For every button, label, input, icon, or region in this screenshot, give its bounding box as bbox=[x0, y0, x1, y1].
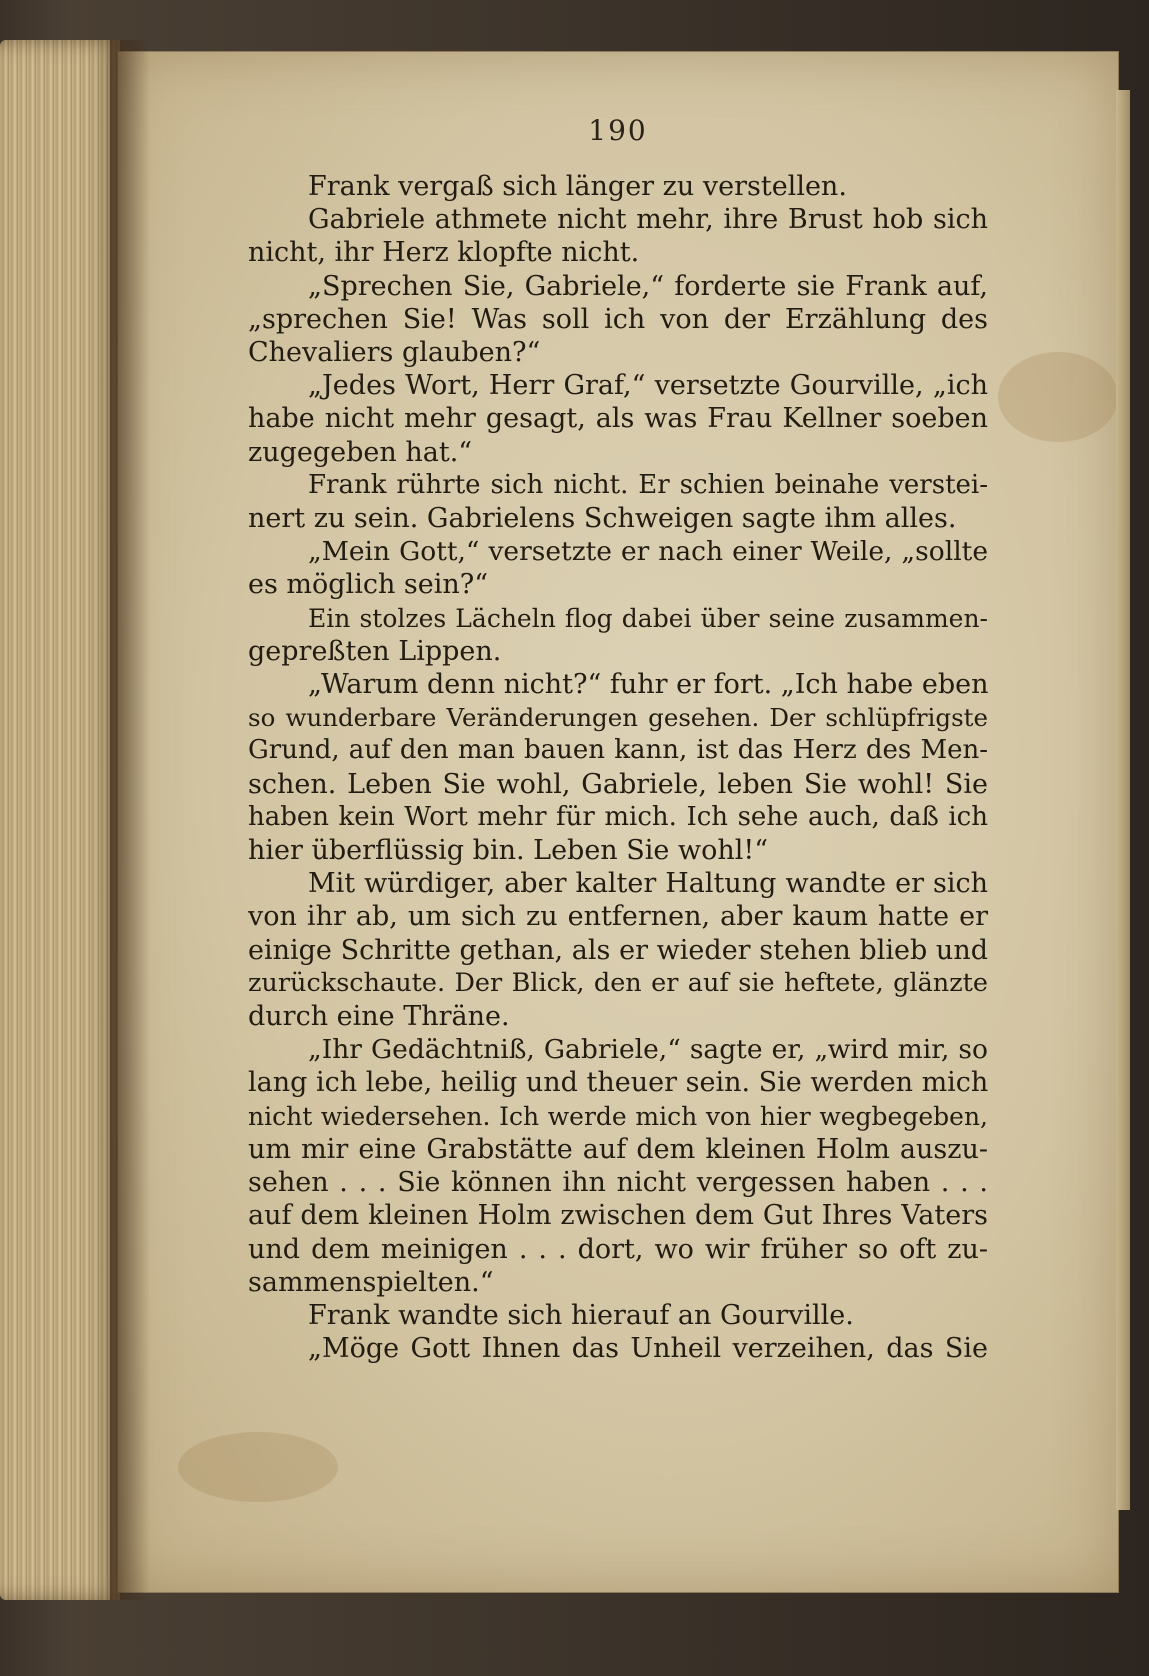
text-line: gepreßten Lippen. bbox=[248, 635, 502, 667]
text-line: „sprechen Sie! Was soll ich von der Erzählung des bbox=[248, 303, 988, 335]
text-line: Frank vergaß sich länger zu verstellen. bbox=[308, 171, 847, 202]
text-line: es möglich sein?“ bbox=[248, 569, 489, 601]
paper-stain bbox=[178, 1432, 338, 1502]
text-line: „Sprechen Sie, Gabriele,“ forderte sie Frank auf, bbox=[308, 270, 988, 302]
text-line: und dem meinigen . . . dort, wo wir früher so oft zu- bbox=[248, 1233, 988, 1265]
text-line: einige Schritte gethan, als er wieder stehen blieb und bbox=[248, 934, 988, 966]
text-line: um mir eine Grabstätte auf dem kleinen Holm auszu- bbox=[248, 1133, 988, 1165]
text-line: lang ich lebe, heilig und theuer sein. Sie werden mich bbox=[248, 1067, 989, 1099]
text-line: zurückschaute. Der Blick, den er auf sie heftete, glänzte bbox=[248, 967, 988, 998]
text-line: Frank wandte sich hierauf an Gourville. bbox=[308, 1299, 854, 1331]
page-stack-edge bbox=[0, 40, 120, 1600]
text-line: zugegeben hat.“ bbox=[248, 436, 473, 468]
text-line: sammenspielten.“ bbox=[248, 1266, 494, 1298]
text-line: durch eine Thräne. bbox=[248, 1001, 510, 1033]
text-line: nert zu sein. Gabrielens Schweigen sagte ihm alles. bbox=[248, 503, 957, 535]
gutter-shadow bbox=[110, 40, 150, 1600]
text-line: von ihr ab, um sich zu entfernen, aber kaum hatte er bbox=[248, 901, 988, 933]
paper-stain bbox=[998, 352, 1118, 442]
text-line: habe nicht mehr gesagt, als was Frau Kellner soeben bbox=[248, 403, 988, 435]
text-line: Grund, auf den man bauen kann, ist das Herz des Men- bbox=[248, 735, 988, 766]
text-line: Chevaliers glauben?“ bbox=[248, 337, 541, 369]
text-line: haben kein Wort mehr für mich. Ich sehe auch, daß ich bbox=[248, 801, 988, 832]
page-text bbox=[248, 170, 988, 1365]
text-line: „Jedes Wort, Herr Graf,“ versetzte Gourville, „ich bbox=[308, 370, 988, 402]
text-line: schen. Leben Sie wohl, Gabriele, leben Sie wohl! Sie bbox=[248, 768, 988, 800]
page-edge-right bbox=[1116, 90, 1130, 1510]
text-line: Mit würdiger, aber kalter Haltung wandte er sich bbox=[308, 868, 988, 900]
text-line: Ein stolzes Lächeln flog dabei über seine zusammen- bbox=[308, 603, 988, 633]
text-line: so wunderbare Veränderungen gesehen. Der schlüpfrigste bbox=[248, 703, 988, 733]
text-line: „Mein Gott,“ versetzte er nach einer Weile, „sollte bbox=[308, 536, 988, 568]
text-line: Frank rührte sich nicht. Er schien beinahe verstei- bbox=[308, 469, 988, 500]
text-line: sehen . . . Sie können ihn nicht vergessen haben . . . bbox=[248, 1167, 988, 1199]
text-line: hier überflüssig bin. Leben Sie wohl!“ bbox=[248, 835, 769, 867]
text-line: auf dem kleinen Holm zwischen dem Gut Ihres Vaters bbox=[248, 1200, 988, 1232]
page-number: 190 bbox=[588, 114, 648, 147]
text-line: Gabriele athmete nicht mehr, ihre Brust hob sich bbox=[308, 204, 988, 236]
text-line: „Möge Gott Ihnen das Unheil verzeihen, das Sie bbox=[308, 1333, 988, 1365]
text-line: nicht wiedersehen. Ich werde mich von hier wegbegeben, bbox=[248, 1101, 988, 1131]
text-line: „Warum denn nicht?“ fuhr er fort. „Ich habe eben bbox=[308, 669, 989, 701]
book-page bbox=[118, 52, 1118, 1592]
text-line: nicht, ihr Herz klopfte nicht. bbox=[248, 237, 640, 269]
text-line: „Ihr Gedächtniß, Gabriele,“ sagte er, „wird mir, so bbox=[308, 1034, 988, 1066]
